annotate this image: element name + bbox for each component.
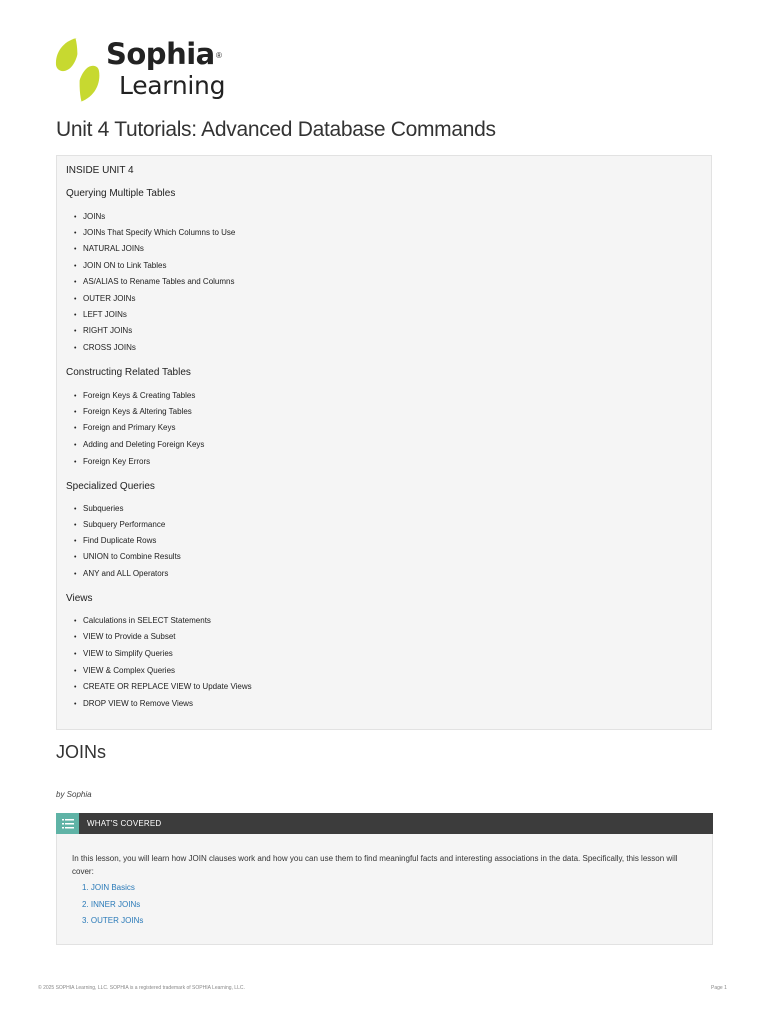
link-join-basics[interactable]: 1. JOIN Basics <box>82 883 135 892</box>
toc-item[interactable]: • CREATE OR REPLACE VIEW to Update Views <box>74 682 252 691</box>
toc-item[interactable]: • Subqueries <box>74 504 123 513</box>
page-title: Unit 4 Tutorials: Advanced Database Commands <box>56 118 496 141</box>
toc-item[interactable]: • VIEW & Complex Queries <box>74 666 175 675</box>
toc-item[interactable]: • JOINs <box>74 212 105 221</box>
toc-item[interactable]: • CROSS JOINs <box>74 343 136 352</box>
toc-item[interactable]: • UNION to Combine Results <box>74 552 181 561</box>
toc-item[interactable]: • Foreign Key Errors <box>74 457 150 466</box>
covered-intro-text: In this lesson, you will learn how JOIN clauses work and how you can use them to find meaningful facts and interesting associations in the data. Specifically, this lesson will cover: <box>72 854 678 876</box>
footer-page-number: Page 1 <box>711 985 727 991</box>
whats-covered-box <box>56 813 713 945</box>
toc-item[interactable]: • ANY and ALL Operators <box>74 569 168 578</box>
toc-item[interactable]: • Subquery Performance <box>74 520 165 529</box>
section-title-specialized: Specialized Queries <box>66 481 155 492</box>
toc-item[interactable]: • Foreign Keys & Altering Tables <box>74 407 192 416</box>
section-title-querying: Querying Multiple Tables <box>66 188 176 199</box>
toc-item[interactable]: • Foreign Keys & Creating Tables <box>74 391 195 400</box>
toc-item[interactable]: • Foreign and Primary Keys <box>74 423 175 432</box>
link-inner-joins[interactable]: 2. INNER JOINs <box>82 900 141 909</box>
toc-item[interactable]: • JOINs That Specify Which Columns to Use <box>74 228 235 237</box>
toc-item[interactable]: • Find Duplicate Rows <box>74 536 156 545</box>
toc-item[interactable]: • VIEW to Provide a Subset <box>74 632 176 641</box>
toc-item[interactable]: • Adding and Deleting Foreign Keys <box>74 440 204 449</box>
toc-item[interactable]: • NATURAL JOINs <box>74 244 144 253</box>
registered-mark: ® <box>216 51 222 60</box>
toc-item[interactable]: • Calculations in SELECT Statements <box>74 616 211 625</box>
byline: by Sophia <box>56 790 92 799</box>
inside-unit-label: INSIDE UNIT 4 <box>66 165 134 176</box>
toc-item[interactable]: • OUTER JOINs <box>74 294 135 303</box>
toc-item[interactable]: • JOIN ON to Link Tables <box>74 261 166 270</box>
footer-copyright: © 2025 SOPHIA Learning, LLC. SOPHIA is a registered trademark of SOPHIA Learning, LLC. <box>38 985 245 991</box>
logo-word-sophia: Sophia <box>106 37 215 71</box>
toc-item[interactable]: • LEFT JOINs <box>74 310 127 319</box>
sophia-logo <box>55 37 255 103</box>
toc-item[interactable]: • VIEW to Simplify Queries <box>74 649 173 658</box>
inside-unit-box <box>56 155 712 730</box>
whats-covered-header <box>56 813 713 834</box>
leaf-logo-icon <box>55 37 101 103</box>
toc-item[interactable]: • RIGHT JOINs <box>74 326 132 335</box>
logo-word-learning: Learning <box>119 71 226 100</box>
list-icon <box>56 813 79 834</box>
lesson-title: JOINs <box>56 742 107 762</box>
whats-covered-label: WHAT'S COVERED <box>87 819 162 828</box>
link-outer-joins[interactable]: 3. OUTER JOINs <box>82 916 144 925</box>
section-title-views: Views <box>66 593 93 604</box>
toc-item[interactable]: • AS/ALIAS to Rename Tables and Columns <box>74 277 235 286</box>
toc-item[interactable]: • DROP VIEW to Remove Views <box>74 699 193 708</box>
section-title-constructing: Constructing Related Tables <box>66 367 191 378</box>
